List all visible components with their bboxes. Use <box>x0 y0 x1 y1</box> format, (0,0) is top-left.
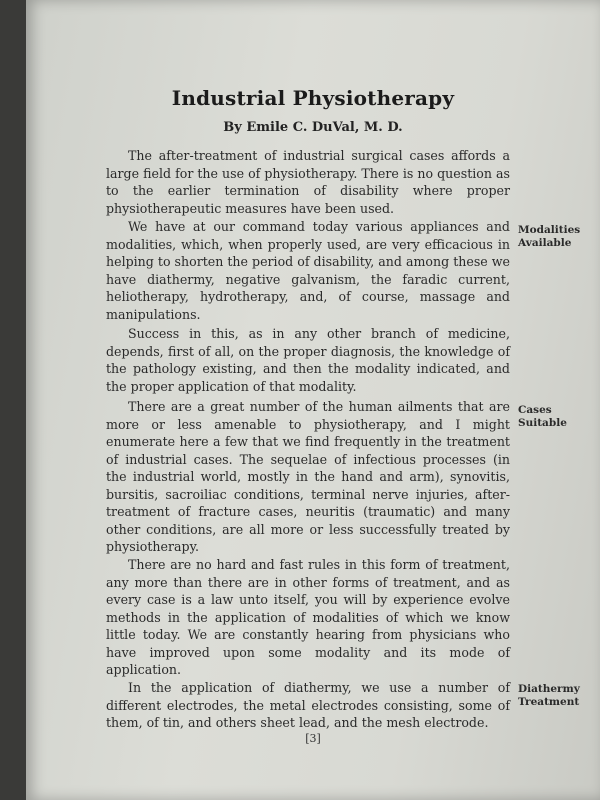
paragraph-modalities: We have at our command today various appliances and modalities, which, when properly used, are very efficacious in helping to shorten the period of disability, and among these we have diathermy, negative galvanism, the faradic current, heliotherapy, hydrotherapy, and, of course, massage and manipulations. <box>106 219 510 322</box>
side-note-line: Diathermy <box>518 683 580 695</box>
article-title: Industrial Physiotherapy <box>171 86 455 110</box>
paragraph-rules: There are no hard and fast rules in this form of treatment, any more than there are in other forms of treatment, and as every case is a law unto itself, you will by experience evolve methods in the application of modalities of which we know little today. We are constantly hearing from physicians who have improved upon some modality and its mode of application. <box>106 557 510 677</box>
page-number: [3] <box>305 732 321 745</box>
paragraph-diathermy: In the application of diathermy, we use a number of different electrodes, the metal electrodes consisting, some of them, of tin, and others sheet lead, and the mesh electrode. <box>106 680 510 730</box>
paragraph-diagnosis: Success in this, as in any other branch of medicine, depends, first of all, on the proper diagnosis, the knowledge of the pathology existing, and then the modality indicated, and the proper application of that modality. <box>106 326 510 394</box>
side-note-diathermy <box>518 683 598 709</box>
side-note-line: Modalities <box>518 224 581 236</box>
side-note-line: Available <box>518 237 572 249</box>
side-note-line: Suitable <box>518 417 567 429</box>
side-note-line: Treatment <box>518 696 580 708</box>
side-note-cases <box>518 404 598 430</box>
paragraph-ailments: There are a great number of the human ailments that are more or less amenable to physiotherapy, and I might enumerate here a few that we find frequently in the treatment of industrial cases. The sequelae of infectious processes (in the industrial world, mostly in the hand and arm), synovitis, bursitis, sacroiliac conditions, terminal nerve injuries, after-treatment of fracture cases, neuritis (traumatic) and many other conditions, are all more or less successfully treated by physiotherapy. <box>106 399 510 554</box>
side-note-line: Cases <box>518 404 552 416</box>
paragraph-intro: The after-treatment of industrial surgical cases affords a large field for the use of physiotherapy. There is no question as to the earlier termination of disability where proper physiotherapeutic measures have been used. <box>106 148 510 216</box>
book-page <box>26 0 600 800</box>
side-note-modalities <box>518 224 598 250</box>
article-author: By Emile C. DuVal, M. D. <box>223 120 403 135</box>
